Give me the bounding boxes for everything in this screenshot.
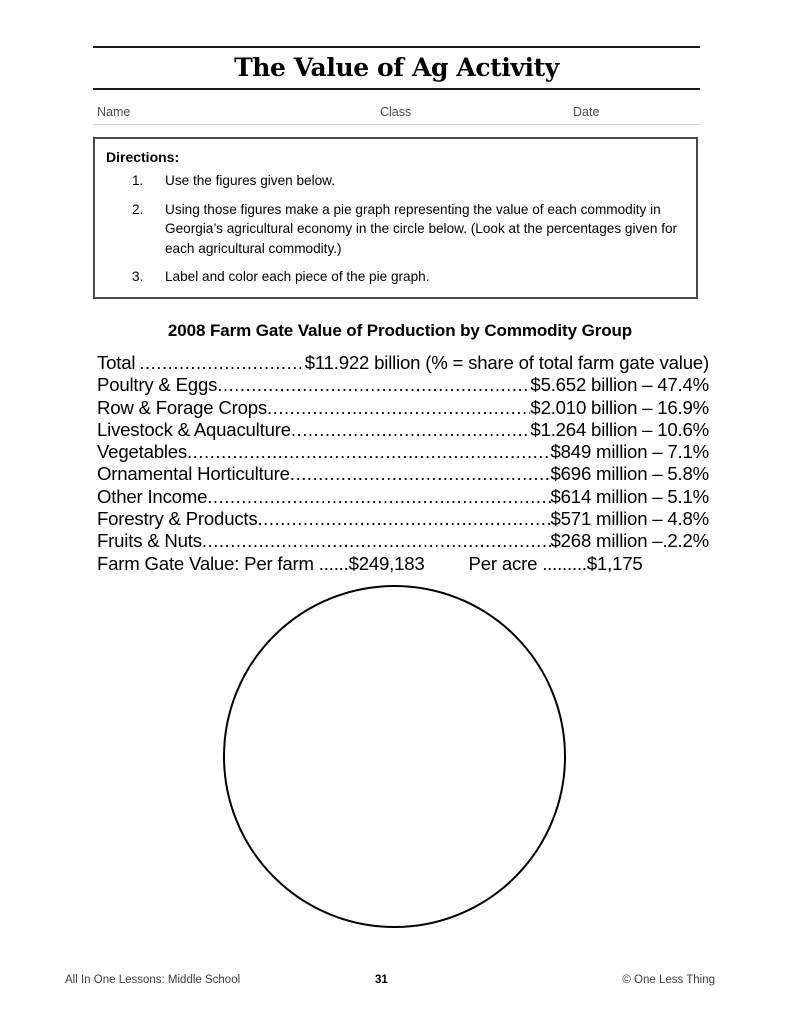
- data-row-value: $5.652 billion – 47.4%: [530, 374, 709, 396]
- data-row-other-income: [97, 486, 709, 508]
- data-row-total-label: Total: [97, 352, 136, 373]
- directions-item-3: [106, 267, 688, 287]
- leader-dots: [207, 486, 550, 508]
- directions-item-1-text: Use the figures given below.: [165, 173, 336, 188]
- leader-dots: [258, 508, 551, 530]
- per-acre-value: $1,175: [586, 552, 643, 574]
- header-rule-light: [93, 124, 700, 125]
- data-row-row-forage-crops: [97, 397, 709, 419]
- data-row-value: $614 million – 5.1%: [550, 485, 709, 507]
- leader-dots: ......: [318, 552, 349, 574]
- data-row-label: Forestry & Products: [97, 508, 258, 530]
- footer-page-number: 31: [375, 974, 388, 986]
- leader-dots: [202, 530, 551, 552]
- data-row-total-value: $11.922 billion (% = share of total farm gate value): [304, 352, 709, 373]
- directions-item-2: [106, 200, 688, 259]
- directions-item-1-number: 1.: [132, 173, 144, 188]
- data-row-fruits-nuts: [97, 530, 709, 552]
- data-row-value: $849 million – 7.1%: [550, 441, 709, 463]
- directions-title: Directions:: [106, 149, 180, 165]
- name-class-date-row: [93, 103, 700, 123]
- leader-dots: [187, 441, 551, 463]
- footer-left-text: All In One Lessons: Middle School: [65, 974, 241, 986]
- leader-dots: [139, 352, 300, 374]
- footer-copyright: © One Less Thing: [622, 974, 715, 986]
- data-row-forestry-products: [97, 508, 709, 530]
- page-title: The Value of Ag Activity: [234, 53, 559, 82]
- leader-dots: [267, 397, 530, 419]
- data-row-label: Livestock & Aquaculture: [97, 418, 291, 440]
- per-acre-label: Per acre: [468, 552, 543, 574]
- directions-item-2-text: Using those figures make a pie graph representing the value of each commodity in Georgia’s agricultural economy in the circle below. (Look at the percentages given for each agricultural commodity.): [165, 201, 678, 256]
- data-row-ornamental-horticulture: [97, 463, 709, 485]
- data-row-value: $1.264 billion – 10.6%: [530, 418, 709, 440]
- name-field-label: Name: [97, 105, 131, 119]
- header-rule-middle: [93, 88, 700, 90]
- data-section-heading: 2008 Farm Gate Value of Production by Commodity Group: [167, 321, 633, 340]
- data-row-poultry-eggs: [97, 374, 709, 396]
- commodity-value-list: [97, 352, 709, 575]
- directions-item-2-number: 2.: [132, 201, 144, 217]
- directions-item-3-number: 3.: [132, 269, 144, 284]
- page-footer: [65, 972, 725, 992]
- directions-box: [93, 137, 698, 299]
- directions-item-3-text: Label and color each piece of the pie graph.: [165, 269, 430, 284]
- data-row-vegetables: [97, 441, 709, 463]
- data-row-farm-gate-value: [97, 553, 709, 575]
- data-row-label: Poultry & Eggs: [97, 374, 218, 396]
- leader-dots: [291, 419, 531, 441]
- farm-gate-per-farm-value: $249,183: [348, 552, 425, 574]
- data-row-label: Ornamental Horticulture: [97, 463, 290, 485]
- data-row-label: Other Income: [97, 485, 208, 507]
- data-row-value: $2.010 billion – 16.9%: [530, 396, 709, 418]
- data-row-value: $696 million – 5.8%: [550, 463, 709, 485]
- data-row-value: $268 million –.2.2%: [550, 530, 709, 552]
- empty-pie-circle[interactable]: [223, 585, 566, 928]
- leader-dots: [217, 374, 530, 396]
- class-field-label: Class: [380, 105, 412, 119]
- leader-dots: .........: [542, 552, 587, 574]
- header-rule-top: [93, 46, 700, 48]
- data-row-total: [97, 352, 709, 374]
- data-row-value: $571 million – 4.8%: [550, 508, 709, 530]
- data-row-label: Vegetables: [97, 441, 188, 463]
- data-row-label: Fruits & Nuts: [97, 530, 202, 552]
- data-row-label: Row & Forage Crops: [97, 396, 268, 418]
- data-row-livestock-aquaculture: [97, 419, 709, 441]
- date-field-label: Date: [573, 105, 600, 119]
- leader-dots: [290, 463, 551, 485]
- directions-item-1: [106, 171, 688, 191]
- directions-list: [106, 171, 688, 296]
- farm-gate-label: Farm Gate Value: Per farm: [97, 552, 319, 574]
